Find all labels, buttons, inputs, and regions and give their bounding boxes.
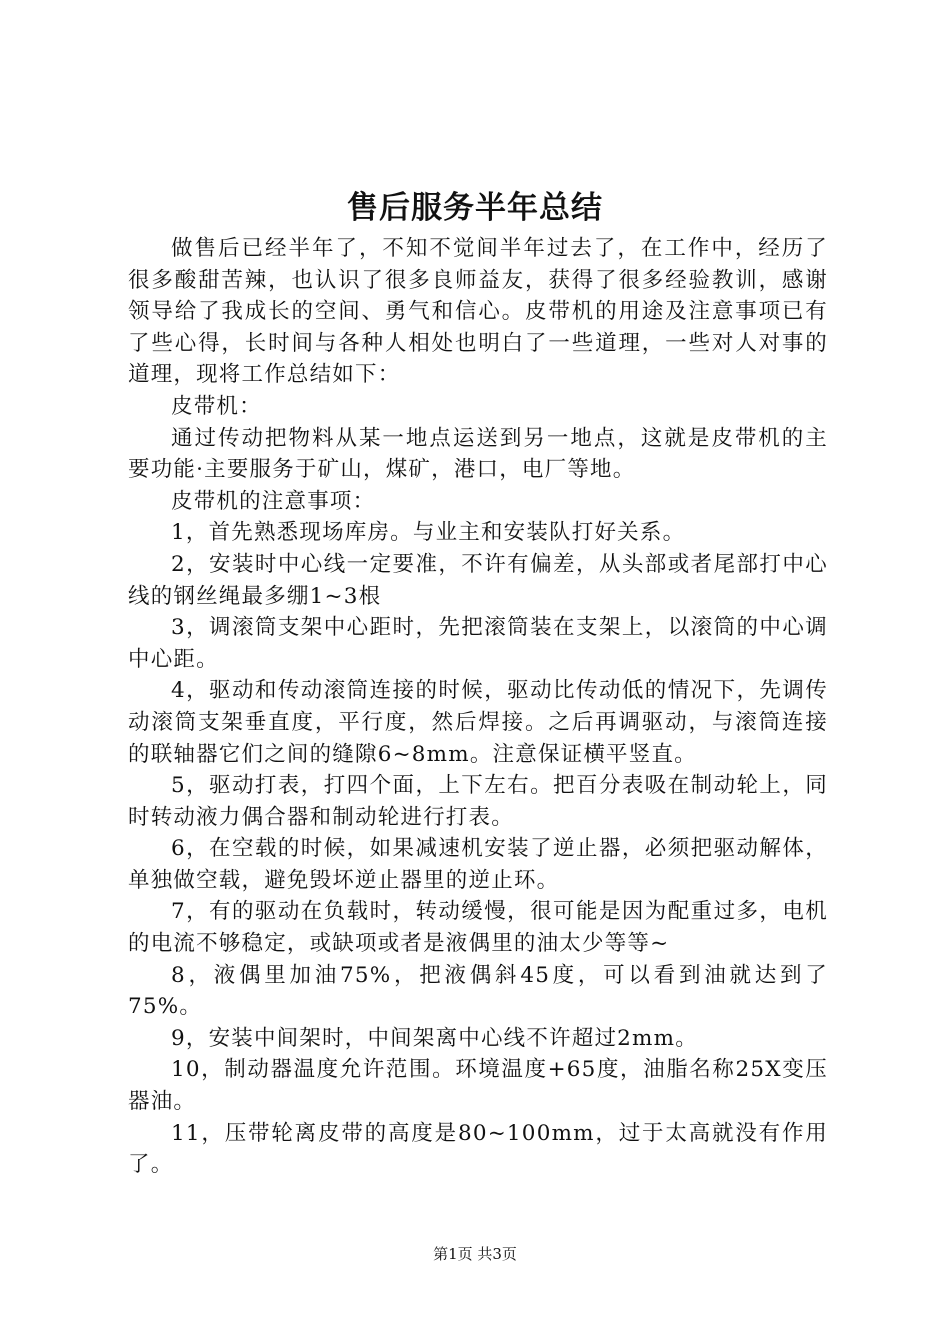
list-item-2: 2，安装时中心线一定要准，不许有偏差，从头部或者尾部打中心线的钢丝绳最多绷1~3根 (128, 551, 828, 609)
list-item-6: 6，在空载的时候，如果减速机安装了逆止器，必须把驱动解体，单独做空载，避免毁坏逆止器里的逆止环。 (128, 836, 828, 893)
paragraph-heading-precautions: 皮带机的注意事项： (171, 488, 376, 514)
list-item-1: 1，首先熟悉现场库房。与业主和安装队打好关系。 (171, 520, 686, 546)
paragraph-heading-belt-conveyor: 皮带机： (171, 393, 262, 419)
list-item-5: 5，驱动打表，打四个面，上下左右。把百分表吸在制动轮上，同时转动液力偶合器和制动轮进行打表。 (128, 773, 828, 830)
list-item-8: 8，液偶里加油75%，把液偶斜45度，可以看到油就达到了75%。 (128, 962, 828, 1020)
list-item-7: 7，有的驱动在负载时，转动缓慢，很可能是因为配重过多，电机的电流不够稳定，或缺项或者是液偶里的油太少等等~ (128, 899, 828, 957)
list-item-3: 3，调滚筒支架中心距时，先把滚筒装在支架上，以滚筒的中心调中心距。 (128, 615, 828, 672)
document-title: 售后服务半年总结 (347, 190, 603, 226)
list-item-4: 4，驱动和传动滚筒连接的时候，驱动比传动低的情况下，先调传动滚筒支架垂直度，平行度，然后焊接。之后再调驱动，与滚筒连接的联轴器它们之间的缝隙6~8mm。注意保证横平竖直。 (128, 678, 828, 767)
paragraph-function: 通过传动把物料从某一地点运送到另一地点，这就是皮带机的主要功能·主要服务于矿山，煤矿，港口，电厂等地。 (128, 425, 828, 483)
list-item-11: 11，压带轮离皮带的高度是80~100mm，过于太高就没有作用了。 (128, 1120, 828, 1178)
page-number-footer: 第1页 共3页 (433, 1245, 517, 1263)
paragraph-intro: 做售后已经半年了，不知不觉间半年过去了，在工作中，经历了很多酸甜苦辣，也认识了很多良师益友，获得了很多经验教训，感谢领导给了我成长的空间、勇气和信心。皮带机的用途及注意事项已有了些心得，长时间与各种人相处也明白了一些道理，一些对人对事的道理，现将工作总结如下： (128, 236, 828, 388)
document-body (128, 233, 828, 1181)
list-item-10: 10，制动器温度允许范围。环境温度+65度，油脂名称25X变压器油。 (128, 1057, 828, 1115)
list-item-9: 9，安装中间架时，中间架离中心线不许超过2mm。 (171, 1025, 698, 1051)
